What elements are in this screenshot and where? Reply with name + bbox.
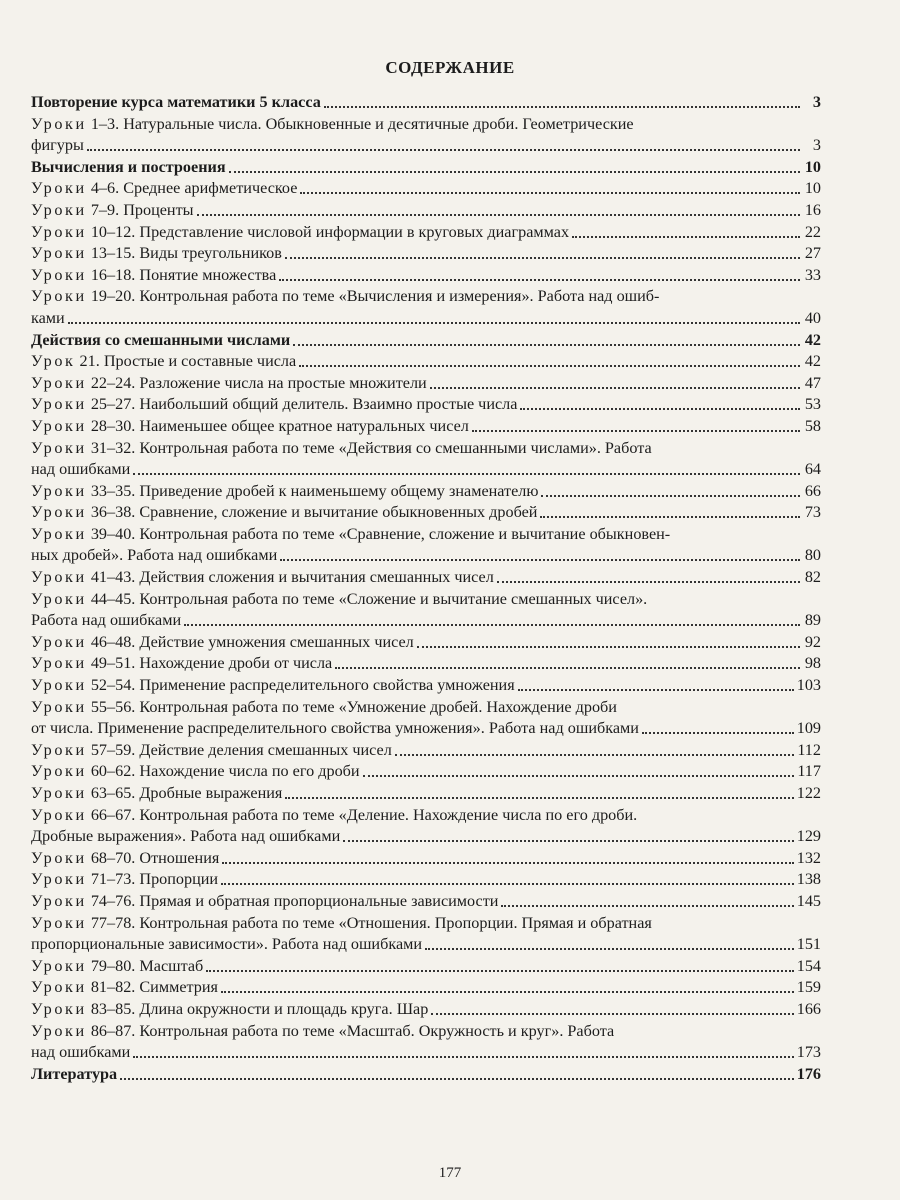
toc-entry-title: 49–51. Нахождение дроби от числа [86, 654, 333, 673]
toc-entry-text [31, 589, 647, 611]
toc-entry-line [31, 956, 821, 978]
toc-entry-text [31, 157, 226, 179]
toc-entry-prefix: Уроки [31, 287, 87, 306]
toc-entry-line [31, 1042, 821, 1064]
toc-page-number: 138 [796, 870, 821, 889]
toc-entry-prefix: Уроки [31, 265, 87, 284]
toc-entry-title: 81–82. Симметрия [86, 978, 218, 997]
toc-entry-text [31, 416, 469, 438]
toc-page-number: 40 [804, 308, 821, 327]
toc-entry-title: 1–3. Натуральные числа. Обыкновенные и десятичные дроби. Геометрические [86, 114, 634, 133]
toc-entry-prefix: Уроки [31, 200, 87, 219]
toc-entry-text [31, 740, 392, 762]
toc-entry-line [31, 308, 821, 330]
toc-entry-title: 25–27. Наибольший общий делитель. Взаимно простые числа [86, 395, 518, 414]
toc-entry-prefix: Уроки [31, 913, 87, 932]
toc-page-number: 42 [804, 330, 821, 349]
toc-entry-line [31, 589, 821, 611]
toc-entry-title: 83–85. Длина окружности и площадь круга. Шар [86, 999, 429, 1018]
toc-entry-title: 21. Простые и составные числа [75, 352, 297, 371]
toc-page-number: 103 [796, 676, 821, 695]
toc-entry-prefix: Уроки [31, 395, 87, 414]
dot-leader [417, 632, 800, 648]
toc-entry-text [31, 567, 494, 589]
toc-page-number: 122 [796, 784, 821, 802]
toc-entry-line [31, 373, 821, 395]
dot-leader [300, 178, 800, 194]
toc-entry-title: 79–80. Масштаб [86, 956, 204, 975]
toc-entry-title: 55–56. Контрольная работа по теме «Умножение дробей. Нахождение дроби [86, 697, 617, 716]
toc-entry-text [31, 934, 422, 956]
toc-entry-title: 41–43. Действия сложения и вычитания смешанных чисел [86, 568, 494, 587]
toc-entry-title: 68–70. Отношения [86, 848, 220, 867]
toc-entry-prefix: Уроки [31, 438, 87, 457]
dot-leader [518, 675, 794, 691]
toc-entry-prefix: Уроки [31, 978, 87, 997]
dot-leader [335, 653, 800, 669]
toc-page-number: 129 [796, 827, 821, 846]
dot-leader [221, 869, 794, 885]
toc-entry-line [31, 934, 821, 956]
toc-entry-line [31, 178, 821, 200]
toc-entry-title: 13–15. Виды треугольников [86, 244, 282, 263]
toc-entry-line [31, 632, 821, 654]
dot-leader [293, 330, 800, 346]
toc-entry-title: 19–20. Контрольная работа по теме «Вычисления и измерения». Работа над ошиб- [86, 287, 660, 306]
toc-entry-prefix: Уроки [31, 676, 87, 695]
toc-entry-prefix: Уроки [31, 244, 87, 263]
toc-entry-text [31, 697, 617, 719]
dot-leader [425, 934, 794, 950]
toc-entry-title: Повторение курса математики 5 класса [31, 93, 321, 111]
toc-entry-line [31, 610, 821, 632]
table-of-contents [31, 92, 821, 1085]
toc-entry-text [31, 826, 340, 848]
toc-entry-line [31, 869, 821, 891]
toc-entry-line [31, 481, 821, 503]
toc-entry-title: 60–62. Нахождение числа по его дроби [86, 762, 360, 781]
toc-entry-title: Дробные выражения». Работа над ошибками [31, 827, 341, 846]
dot-leader [540, 502, 800, 518]
dot-leader [363, 761, 795, 777]
dot-leader [520, 394, 800, 410]
toc-entry-line [31, 135, 821, 157]
dot-leader [343, 826, 793, 842]
toc-entry-text [31, 114, 634, 136]
toc-entry-line [31, 805, 821, 827]
toc-entry-prefix: Уроки [31, 805, 87, 824]
toc-entry-title: Действия со смешанными числами [31, 330, 291, 349]
toc-page-number: 89 [804, 611, 821, 630]
toc-page-number: 173 [796, 1043, 821, 1062]
toc-entry-prefix: Уроки [31, 416, 87, 435]
dot-leader [497, 567, 800, 583]
toc-entry-line [31, 524, 821, 546]
toc-entry-prefix: Урок [31, 352, 76, 371]
toc-entry-prefix: Уроки [31, 524, 87, 543]
toc-entry-text [31, 330, 290, 352]
toc-entry-text [31, 545, 277, 567]
toc-entry-title: 66–67. Контрольная работа по теме «Деление. Нахождение числа по его дроби. [86, 805, 638, 824]
toc-entry-text [31, 92, 321, 114]
toc-entry-line [31, 286, 821, 308]
toc-entry-line [31, 567, 821, 589]
toc-entry-line [31, 718, 821, 740]
dot-leader [395, 740, 794, 756]
toc-entry-line [31, 783, 821, 805]
toc-entry-line [31, 438, 821, 460]
toc-entry-line [31, 394, 821, 416]
dot-leader [87, 135, 800, 151]
toc-page-number: 109 [796, 719, 821, 738]
toc-page-number: 166 [796, 999, 821, 1018]
toc-page-number: 16 [804, 200, 821, 219]
toc-entry-text [31, 805, 637, 827]
toc-entry-text [31, 265, 276, 287]
toc-entry-text [31, 243, 282, 265]
toc-entry-text [31, 308, 65, 330]
toc-entry-title: 22–24. Разложение числа на простые множители [86, 373, 427, 392]
toc-entry-line [31, 1021, 821, 1043]
toc-page-number: 112 [797, 740, 821, 759]
toc-entry-line [31, 977, 821, 999]
toc-page-number: 82 [804, 568, 821, 587]
toc-page-number: 176 [796, 1064, 821, 1083]
toc-entry-text [31, 891, 498, 913]
toc-entry-title: 16–18. Понятие множества [86, 265, 277, 284]
toc-entry-title: 36–38. Сравнение, сложение и вычитание обыкновенных дробей [86, 503, 538, 522]
toc-entry-line [31, 653, 821, 675]
dot-leader [541, 481, 800, 497]
toc-entry-title: 7–9. Проценты [86, 200, 194, 219]
toc-entry-text [31, 222, 569, 244]
dot-leader [501, 891, 793, 907]
toc-page-number: 80 [804, 546, 821, 565]
toc-entry-prefix: Уроки [31, 762, 87, 781]
dot-leader [431, 999, 793, 1015]
dot-leader [472, 416, 800, 432]
toc-entry-prefix: Уроки [31, 1021, 87, 1040]
dot-leader [280, 545, 800, 561]
toc-page-number: 27 [804, 244, 821, 263]
toc-entry-text [31, 502, 537, 524]
dot-leader [324, 92, 800, 108]
toc-entry-text [31, 761, 360, 783]
toc-entry-title: 77–78. Контрольная работа по теме «Отношения. Пропорции. Прямая и обратная [86, 913, 652, 932]
toc-entry-prefix: Уроки [31, 891, 87, 910]
toc-page-number: 3 [812, 93, 821, 111]
toc-entry-prefix: Уроки [31, 568, 87, 587]
toc-entry-title: над ошибками [31, 460, 131, 479]
toc-entry-title: 52–54. Применение распределительного свойства умножения [86, 676, 515, 695]
toc-section-line [31, 330, 821, 352]
toc-entry-title: 63–65. Дробные выражения [86, 784, 283, 802]
toc-page-number: 73 [804, 503, 821, 522]
dot-leader [279, 265, 800, 281]
toc-entry-prefix: Уроки [31, 999, 87, 1018]
toc-entry-title: 46–48. Действие умножения смешанных чисел [86, 632, 414, 651]
toc-entry-title: 74–76. Прямая и обратная пропорциональные зависимости [86, 891, 499, 910]
toc-page-number: 92 [804, 632, 821, 651]
toc-entry-title: 44–45. Контрольная работа по теме «Сложение и вычитание смешанных чисел». [86, 589, 648, 608]
toc-entry-text [31, 1042, 130, 1064]
dot-leader [642, 718, 794, 734]
dot-leader [120, 1064, 794, 1080]
toc-entry-line [31, 675, 821, 697]
toc-entry-prefix: Уроки [31, 632, 87, 651]
toc-entry-title: от числа. Применение распределительного свойства умножения». Работа над ошибками [31, 719, 639, 738]
toc-entry-prefix: Уроки [31, 740, 87, 759]
toc-entry-title: Литература [31, 1064, 118, 1083]
toc-entry-line [31, 999, 821, 1021]
toc-entry-prefix: Уроки [31, 503, 87, 522]
toc-page-number: 10 [804, 157, 821, 176]
toc-entry-line [31, 351, 821, 373]
toc-entry-text [31, 718, 639, 740]
dot-leader [197, 200, 800, 216]
toc-entry-text [31, 351, 296, 373]
toc-entry-text [31, 1021, 614, 1043]
toc-entry-text [31, 869, 218, 891]
toc-entry-line [31, 502, 821, 524]
toc-entry-text [31, 610, 181, 632]
toc-entry-text [31, 783, 282, 805]
toc-entry-prefix: Уроки [31, 654, 87, 673]
dot-leader [285, 783, 793, 799]
toc-entry-text [31, 999, 428, 1021]
toc-page-number: 3 [812, 136, 821, 155]
toc-page-number: 42 [804, 352, 821, 371]
dot-leader [221, 977, 794, 993]
toc-section-line [31, 1064, 821, 1086]
toc-entry-text [31, 524, 670, 546]
toc-entry-prefix: Уроки [31, 589, 87, 608]
toc-entry-prefix: Уроки [31, 222, 87, 241]
toc-entry-text [31, 977, 218, 999]
toc-entry-line [31, 913, 821, 935]
toc-entry-prefix: Уроки [31, 784, 87, 802]
toc-page-number: 58 [804, 416, 821, 435]
toc-entry-title: 57–59. Действие деления смешанных чисел [86, 740, 392, 759]
toc-entry-title: ных дробей». Работа над ошибками [31, 546, 278, 565]
toc-page-number: 47 [804, 373, 821, 392]
toc-entry-line [31, 740, 821, 762]
dot-leader [133, 459, 800, 475]
toc-entry-text [31, 135, 84, 157]
toc-page-number: 10 [804, 179, 821, 198]
toc-section-line [31, 92, 821, 114]
toc-entry-title: 31–32. Контрольная работа по теме «Действия со смешанными числами». Работа [86, 438, 652, 457]
dot-leader [68, 308, 800, 324]
toc-entry-title: фигуры [31, 136, 84, 155]
toc-entry-prefix: Уроки [31, 481, 87, 500]
toc-entry-line [31, 848, 821, 870]
toc-entry-text [31, 956, 203, 978]
toc-entry-prefix: Уроки [31, 114, 87, 133]
toc-entry-title: 4–6. Среднее арифметическое [86, 179, 298, 198]
toc-page-number: 53 [804, 395, 821, 414]
dot-leader [133, 1042, 793, 1058]
toc-entry-prefix: Уроки [31, 956, 87, 975]
toc-entry-line [31, 114, 821, 136]
toc-entry-title: 28–30. Наименьшее общее кратное натуральных чисел [86, 416, 469, 435]
toc-entry-title: 33–35. Приведение дробей к наименьшему общему знаменателю [86, 481, 539, 500]
dot-leader [430, 373, 800, 389]
dot-leader [229, 157, 800, 173]
toc-entry-prefix: Уроки [31, 870, 87, 889]
toc-entry-title: 39–40. Контрольная работа по теме «Сравнение, сложение и вычитание обыкновен- [86, 524, 671, 543]
toc-entry-title: 10–12. Представление числовой информации в круговых диаграммах [86, 222, 570, 241]
toc-entry-line [31, 826, 821, 848]
toc-entry-text [31, 373, 427, 395]
toc-entry-line [31, 416, 821, 438]
toc-page-number: 151 [796, 935, 821, 954]
toc-page-number: 117 [797, 762, 821, 781]
toc-entry-text [31, 438, 652, 460]
toc-page-number: 98 [804, 654, 821, 673]
toc-entry-prefix: Уроки [31, 179, 87, 198]
dot-leader [572, 222, 800, 238]
toc-entry-title: пропорциональные зависимости». Работа над ошибками [31, 935, 423, 954]
toc-entry-line [31, 243, 821, 265]
toc-entry-line [31, 545, 821, 567]
toc-entry-text [31, 848, 219, 870]
page-number: 177 [438, 1165, 462, 1181]
toc-entry-text [31, 459, 130, 481]
toc-entry-text [31, 286, 659, 308]
toc-entry-line [31, 697, 821, 719]
toc-entry-title: 86–87. Контрольная работа по теме «Масштаб. Окружность и круг». Работа [86, 1021, 615, 1040]
toc-entry-title: 71–73. Пропорции [86, 870, 219, 889]
dot-leader [299, 351, 800, 367]
page-title: СОДЕРЖАНИЕ [385, 58, 515, 77]
toc-page-number: 132 [796, 848, 821, 867]
toc-entry-text [31, 1064, 117, 1086]
toc-page-number: 66 [804, 481, 821, 500]
dot-leader [206, 956, 793, 972]
dot-leader [285, 243, 800, 259]
toc-entry-line [31, 891, 821, 913]
toc-entry-line [31, 265, 821, 287]
dot-leader [222, 848, 793, 864]
toc-page-number: 64 [804, 460, 821, 479]
toc-entry-text [31, 394, 517, 416]
toc-section-line [31, 157, 821, 179]
dot-leader [184, 610, 800, 626]
toc-entry-prefix: Уроки [31, 697, 87, 716]
toc-entry-line [31, 200, 821, 222]
toc-entry-prefix: Уроки [31, 373, 87, 392]
toc-entry-prefix: Уроки [31, 848, 87, 867]
toc-page-number: 154 [796, 956, 821, 975]
toc-page-number: 145 [796, 891, 821, 910]
toc-entry-text [31, 178, 297, 200]
toc-page-number: 33 [804, 265, 821, 284]
toc-page-number: 22 [804, 222, 821, 241]
toc-entry-text [31, 632, 414, 654]
toc-entry-title: Вычисления и построения [31, 157, 226, 176]
toc-entry-text [31, 653, 332, 675]
toc-page-number: 159 [796, 978, 821, 997]
toc-entry-title: над ошибками [31, 1043, 131, 1062]
toc-entry-text [31, 481, 538, 503]
toc-entry-line [31, 761, 821, 783]
toc-entry-text [31, 913, 652, 935]
toc-entry-title: Работа над ошибками [31, 611, 182, 630]
toc-entry-line [31, 459, 821, 481]
toc-entry-text [31, 200, 194, 222]
toc-entry-text [31, 675, 515, 697]
toc-entry-title: ками [31, 308, 65, 327]
toc-entry-line [31, 222, 821, 244]
